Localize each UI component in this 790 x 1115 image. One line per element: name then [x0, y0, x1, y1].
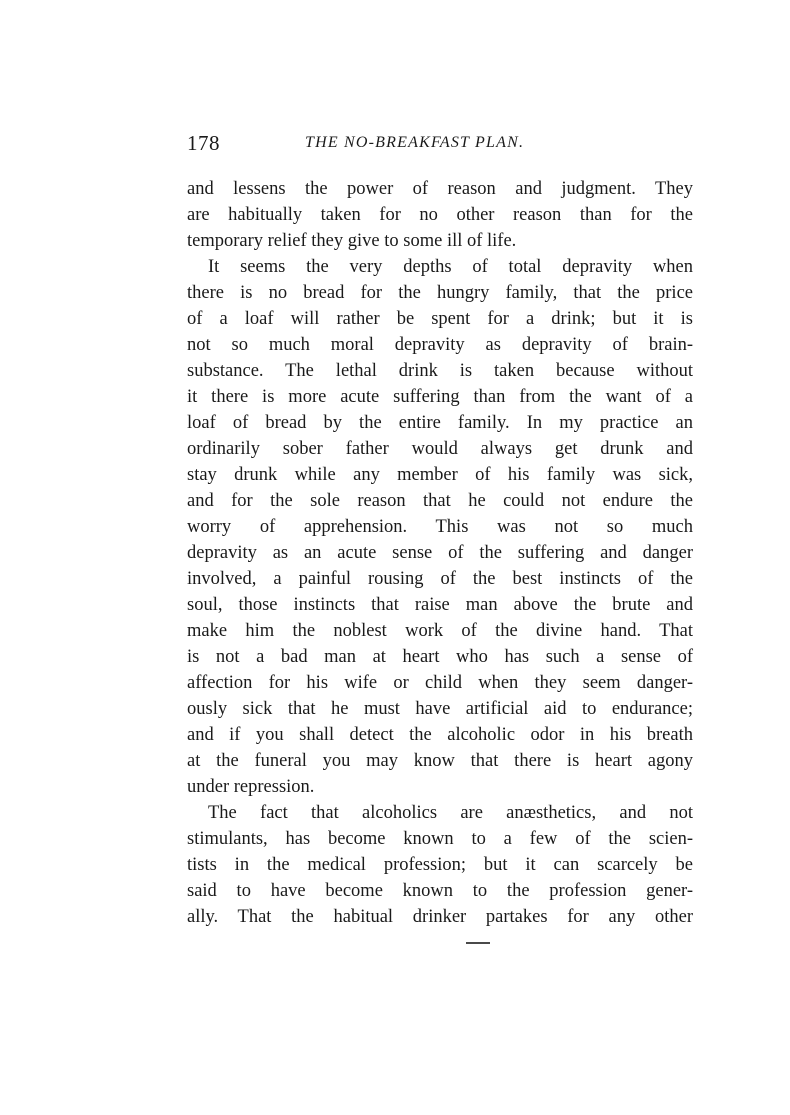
- text-line: are habitually taken for no other reason than for the: [187, 205, 693, 225]
- text-line: and if you shall detect the alcoholic odor in his breath: [187, 725, 693, 745]
- text-line: temporary relief they give to some ill of life.: [187, 231, 517, 251]
- text-line: not so much moral depravity as depravity of brain-: [187, 335, 693, 355]
- text-line: worry of apprehension. This was not so much: [187, 517, 693, 537]
- text-line: tists in the medical profession; but it can scarcely be: [187, 855, 693, 875]
- text-line: stay drunk while any member of his family was sick,: [187, 465, 693, 485]
- text-line: ordinarily sober father would always get drunk and: [187, 439, 693, 459]
- running-title: THE NO-BREAKFAST PLAN.: [305, 134, 525, 151]
- text-line: ally. That the habitual drinker partakes for any other: [187, 907, 693, 927]
- text-line: involved, a painful rousing of the best instincts of the: [187, 569, 693, 589]
- text-line: and for the sole reason that he could not endure the: [187, 491, 693, 511]
- paragraph-start-line: The fact that alcoholics are anæsthetics, and not: [208, 803, 693, 823]
- text-line: of a loaf will rather be spent for a drink; but it is: [187, 309, 693, 329]
- running-head: [187, 130, 697, 156]
- text-line: and lessens the power of reason and judgment. They: [187, 179, 693, 199]
- text-line: there is no bread for the hungry family, that the price: [187, 283, 693, 303]
- body-text: [187, 176, 693, 930]
- catchword-mark: [466, 942, 490, 944]
- text-line: stimulants, has become known to a few of the scien-: [187, 829, 693, 849]
- text-line: substance. The lethal drink is taken because without: [187, 361, 693, 381]
- text-line: affection for his wife or child when they seem danger-: [187, 673, 693, 693]
- text-line: said to have become known to the profession gener-: [187, 881, 693, 901]
- text-line: at the funeral you may know that there is heart agony: [187, 751, 693, 771]
- text-line: depravity as an acute sense of the suffering and danger: [187, 543, 693, 563]
- text-line: make him the noblest work of the divine hand. That: [187, 621, 693, 641]
- paragraph-start-line: It seems the very depths of total depravity when: [208, 257, 693, 277]
- text-line: soul, those instincts that raise man above the brute and: [187, 595, 693, 615]
- text-line: ously sick that he must have artificial aid to endurance;: [187, 699, 693, 719]
- text-line: under repression.: [187, 777, 315, 797]
- text-line: loaf of bread by the entire family. In my practice an: [187, 413, 693, 433]
- page-number: 178: [187, 131, 220, 155]
- text-line: it there is more acute suffering than from the want of a: [187, 387, 693, 407]
- text-line: is not a bad man at heart who has such a sense of: [187, 647, 693, 667]
